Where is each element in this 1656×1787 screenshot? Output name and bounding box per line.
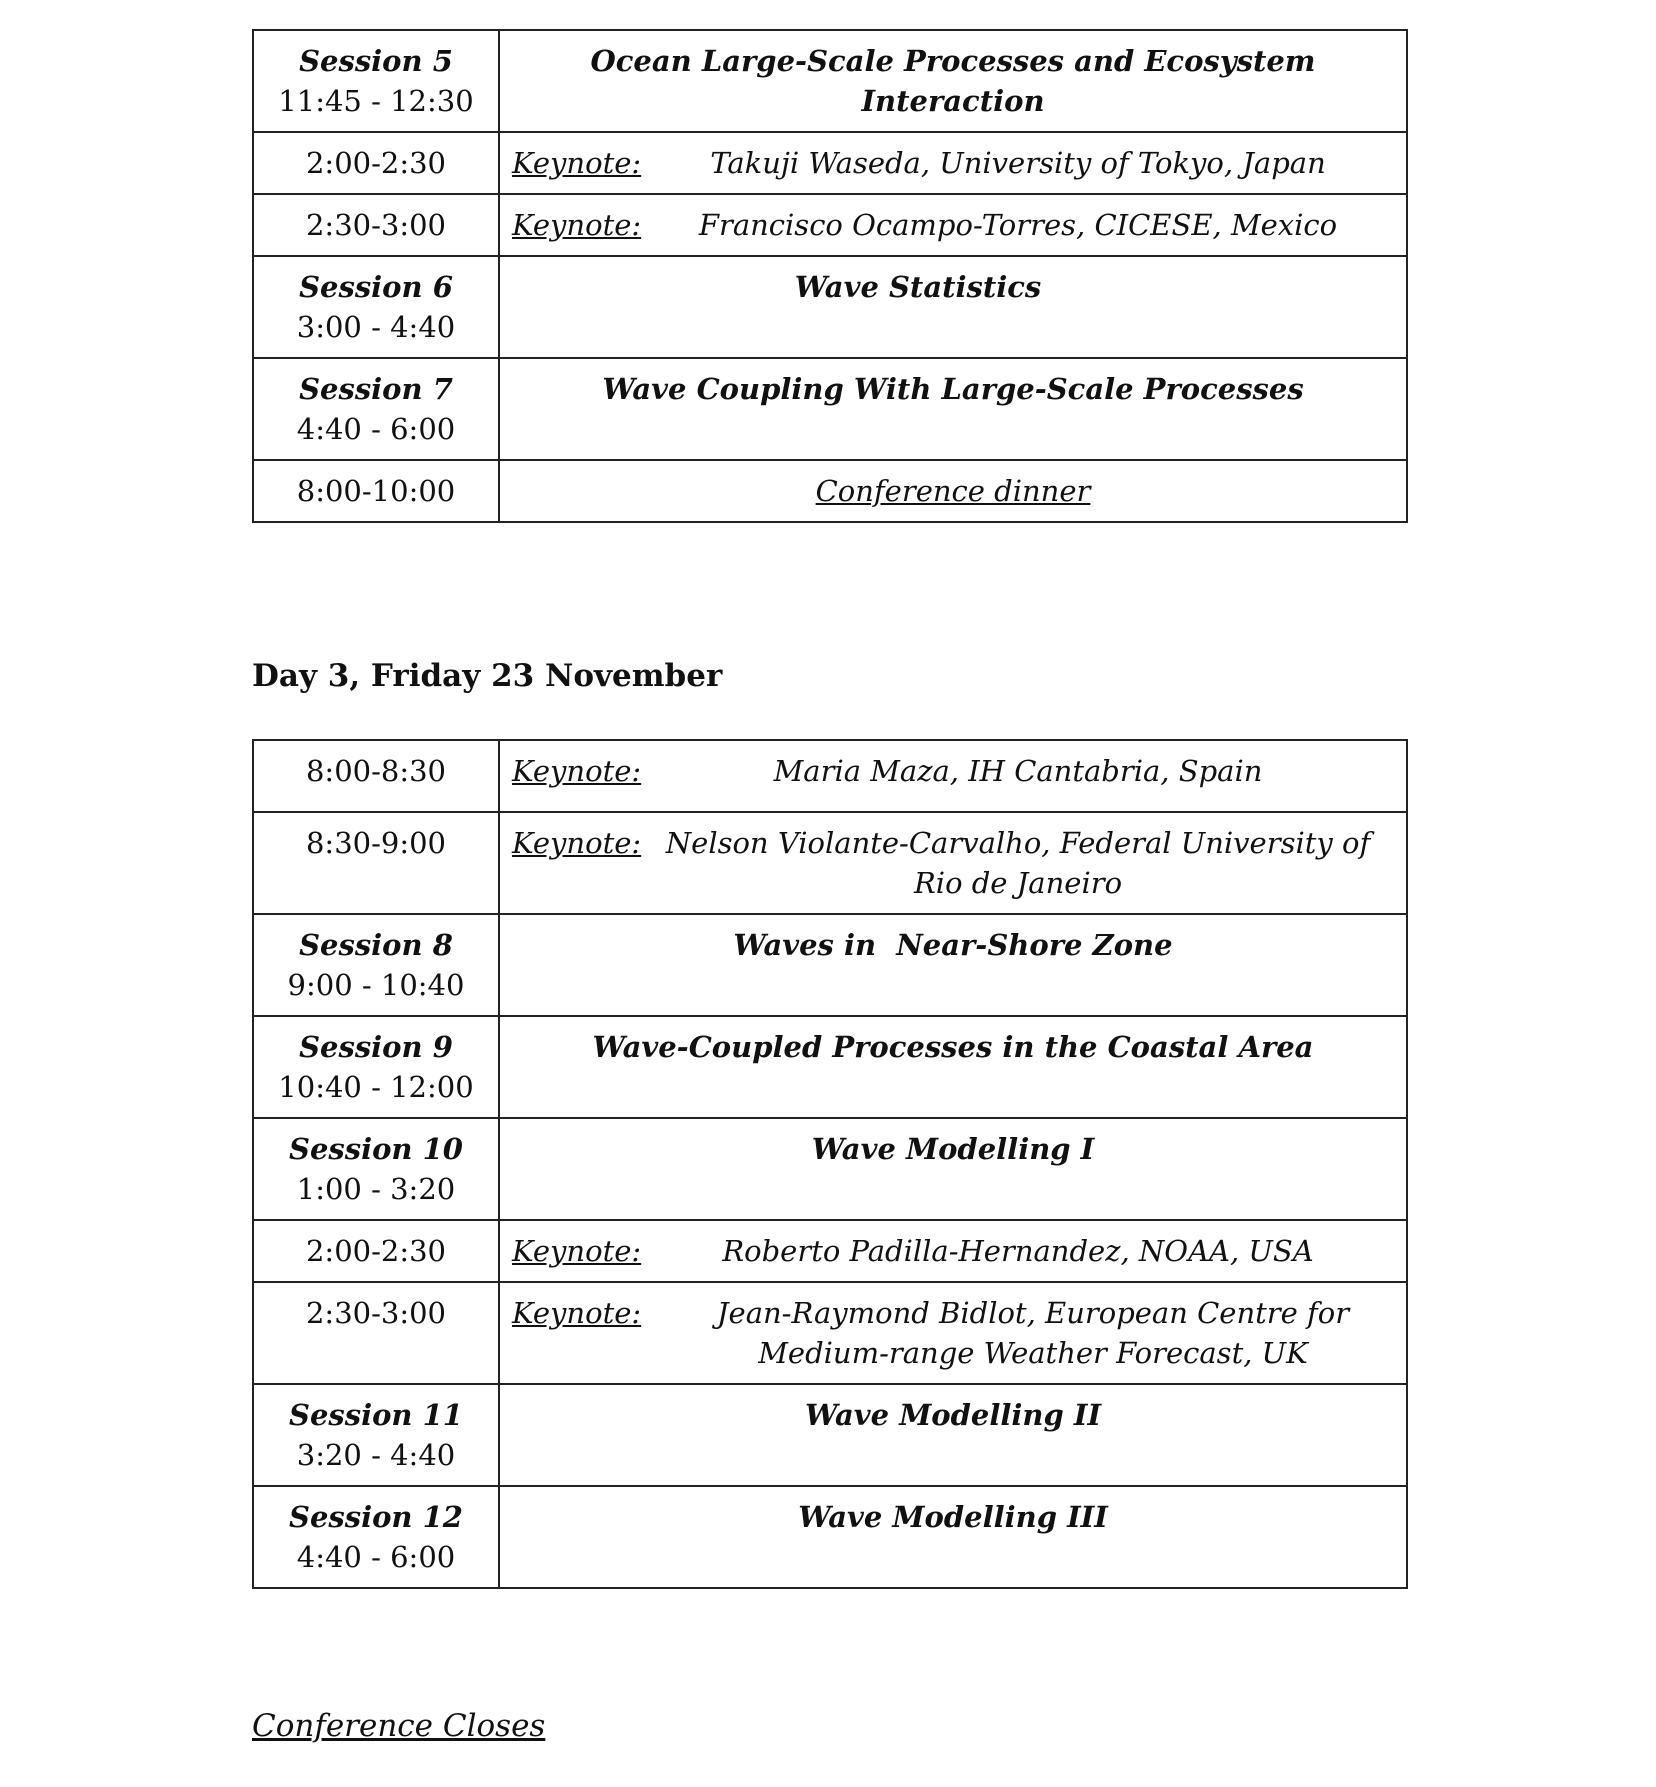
closing-note: Conference Closes xyxy=(252,1708,546,1744)
time-cell xyxy=(253,460,499,522)
table-row xyxy=(253,1486,1407,1588)
session-label: Session 9 xyxy=(299,1030,453,1064)
content-cell xyxy=(499,812,1407,914)
session-time: 3:00 - 4:40 xyxy=(296,310,456,344)
table-row xyxy=(253,256,1407,358)
session-title: Wave Modelling I xyxy=(811,1132,1095,1166)
keynote-time: 2:00-2:30 xyxy=(305,146,447,180)
content-cell xyxy=(499,1016,1407,1118)
keynote-label: Keynote: xyxy=(512,1234,642,1268)
keynote-entry xyxy=(512,751,1394,791)
session-title: Wave-Coupled Processes in the Coastal Area xyxy=(592,1030,1314,1064)
content-cell xyxy=(499,358,1407,460)
time-cell xyxy=(253,30,499,132)
session-title: Waves in Near-Shore Zone xyxy=(733,928,1173,962)
keynote-label: Keynote: xyxy=(512,208,642,242)
time-cell xyxy=(253,914,499,1016)
keynote-time: 2:30-3:00 xyxy=(305,1296,447,1330)
table-row xyxy=(253,194,1407,256)
table-row xyxy=(253,1016,1407,1118)
time-cell xyxy=(253,1220,499,1282)
keynote-time: 2:00-2:30 xyxy=(305,1234,447,1268)
content-cell xyxy=(499,1384,1407,1486)
day2-schedule-table xyxy=(252,29,1408,523)
table-row xyxy=(253,1282,1407,1384)
time-cell xyxy=(253,132,499,194)
content-cell xyxy=(499,1282,1407,1384)
table-row xyxy=(253,132,1407,194)
content-cell xyxy=(499,1220,1407,1282)
keynote-speaker: Takuji Waseda, University of Tokyo, Japan xyxy=(710,146,1326,180)
keynote-time: 8:00-8:30 xyxy=(305,754,447,788)
keynote-time: 8:30-9:00 xyxy=(305,826,447,860)
content-cell xyxy=(499,1486,1407,1588)
table-row xyxy=(253,1384,1407,1486)
time-cell xyxy=(253,1016,499,1118)
time-cell xyxy=(253,1486,499,1588)
session-time: 9:00 - 10:40 xyxy=(287,968,465,1002)
table-row xyxy=(253,1118,1407,1220)
content-cell xyxy=(499,194,1407,256)
session-title: Wave Modelling III xyxy=(798,1500,1108,1534)
content-cell xyxy=(499,914,1407,1016)
time-cell xyxy=(253,812,499,914)
session-time: 1:00 - 3:20 xyxy=(296,1172,456,1206)
keynote-speaker: Maria Maza, IH Cantabria, Spain xyxy=(773,754,1263,788)
session-title: Wave Modelling II xyxy=(804,1398,1102,1432)
time-cell xyxy=(253,1118,499,1220)
session-label: Session 11 xyxy=(289,1398,463,1432)
session-title: Ocean Large-Scale Processes and Ecosystem Interaction xyxy=(590,44,1316,118)
event-time: 8:00-10:00 xyxy=(296,474,456,508)
time-cell xyxy=(253,740,499,812)
keynote-label: Keynote: xyxy=(512,826,642,860)
time-cell xyxy=(253,194,499,256)
table-row xyxy=(253,914,1407,1016)
time-cell xyxy=(253,1384,499,1486)
session-title: Wave Coupling With Large-Scale Processes xyxy=(602,372,1304,406)
keynote-speaker: Jean-Raymond Bidlot, European Centre for Medium-range Weather Forecast, UK xyxy=(716,1296,1350,1370)
keynote-time: 2:30-3:00 xyxy=(305,208,447,242)
content-cell xyxy=(499,132,1407,194)
keynote-label: Keynote: xyxy=(512,1296,642,1330)
session-label: Session 8 xyxy=(299,928,453,962)
time-cell xyxy=(253,1282,499,1384)
session-time: 11:45 - 12:30 xyxy=(278,84,474,118)
content-cell xyxy=(499,1118,1407,1220)
keynote-entry xyxy=(512,823,1394,903)
table-row xyxy=(253,460,1407,522)
session-time: 4:40 - 6:00 xyxy=(296,412,456,446)
day3-schedule-table xyxy=(252,739,1408,1589)
session-label: Session 5 xyxy=(299,44,453,78)
keynote-speaker: Nelson Violante-Carvalho, Federal University of Rio de Janeiro xyxy=(665,826,1371,900)
time-cell xyxy=(253,358,499,460)
day-heading: Day 3, Friday 23 November xyxy=(252,658,723,694)
keynote-label: Keynote: xyxy=(512,146,642,180)
session-label: Session 7 xyxy=(299,372,453,406)
table-row xyxy=(253,30,1407,132)
table-row xyxy=(253,740,1407,812)
content-cell xyxy=(499,460,1407,522)
content-cell xyxy=(499,740,1407,812)
keynote-speaker: Francisco Ocampo-Torres, CICESE, Mexico xyxy=(698,208,1338,242)
session-label: Session 6 xyxy=(299,270,453,304)
session-label: Session 12 xyxy=(289,1500,463,1534)
time-cell xyxy=(253,256,499,358)
keynote-entry xyxy=(512,205,1394,245)
session-time: 10:40 - 12:00 xyxy=(278,1070,474,1104)
table-row xyxy=(253,358,1407,460)
table-row xyxy=(253,812,1407,914)
keynote-label: Keynote: xyxy=(512,754,642,788)
session-time: 3:20 - 4:40 xyxy=(296,1438,456,1472)
session-title: Wave Statistics xyxy=(794,270,1042,304)
event-title: Conference dinner xyxy=(815,474,1091,508)
keynote-entry xyxy=(512,1293,1394,1373)
table-row xyxy=(253,1220,1407,1282)
session-time: 4:40 - 6:00 xyxy=(296,1540,456,1574)
keynote-speaker: Roberto Padilla-Hernandez, NOAA, USA xyxy=(722,1234,1314,1268)
keynote-entry xyxy=(512,1231,1394,1271)
content-cell xyxy=(499,30,1407,132)
content-cell xyxy=(499,256,1407,358)
session-label: Session 10 xyxy=(289,1132,463,1166)
keynote-entry xyxy=(512,143,1394,183)
